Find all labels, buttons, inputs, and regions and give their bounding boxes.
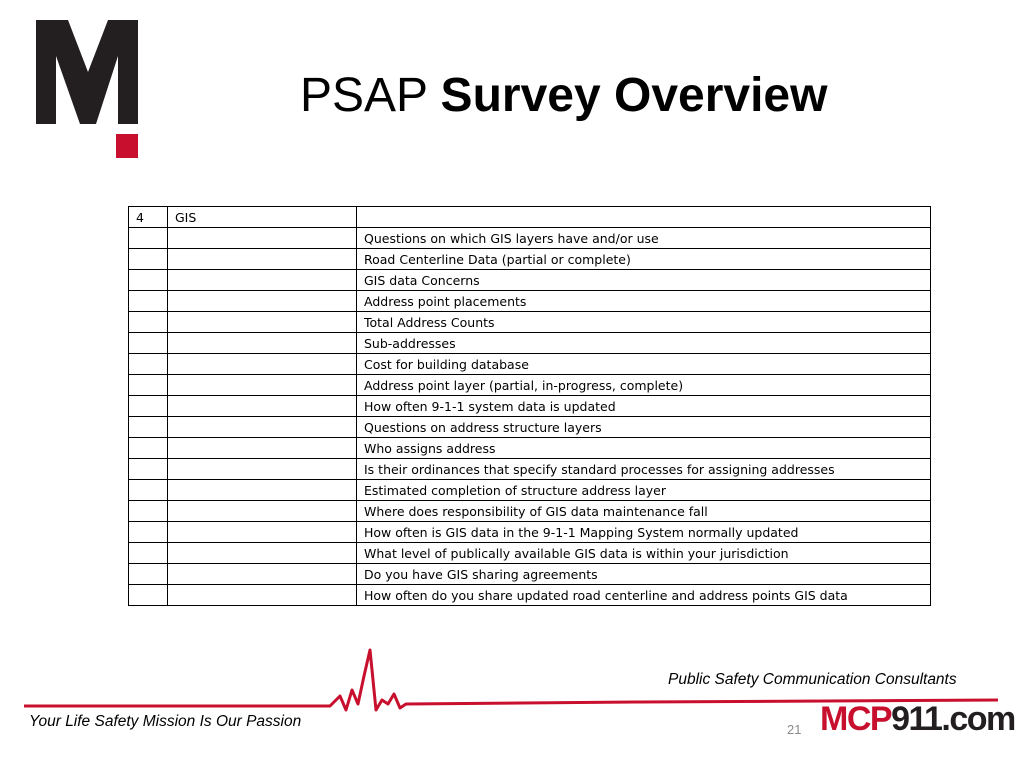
table-row xyxy=(129,312,931,333)
category-cell xyxy=(168,417,357,438)
topic-cell: Total Address Counts xyxy=(357,312,931,333)
table-row xyxy=(129,228,931,249)
table-row xyxy=(129,585,931,606)
tagline-consultants: Public Safety Communication Consultants xyxy=(668,671,957,688)
item-number-cell xyxy=(129,417,168,438)
brand-domain-text: 911.com xyxy=(891,700,1015,738)
topic-cell: Address point layer (partial, in-progress, complete) xyxy=(357,375,931,396)
table-row xyxy=(129,270,931,291)
m-logo-icon xyxy=(36,20,140,160)
item-number-cell xyxy=(129,354,168,375)
survey-table-body xyxy=(129,207,931,606)
topic-cell xyxy=(357,207,931,228)
category-cell xyxy=(168,501,357,522)
item-number-cell xyxy=(129,522,168,543)
category-cell xyxy=(168,522,357,543)
table-row xyxy=(129,207,931,228)
category-cell: GIS xyxy=(168,207,357,228)
topic-cell: Questions on which GIS layers have and/or use xyxy=(357,228,931,249)
page-number: 21 xyxy=(787,722,802,737)
table-row xyxy=(129,396,931,417)
table-row xyxy=(129,417,931,438)
item-number-cell xyxy=(129,480,168,501)
item-number-cell: 4 xyxy=(129,207,168,228)
item-number-cell xyxy=(129,564,168,585)
item-number-cell xyxy=(129,585,168,606)
table-row xyxy=(129,564,931,585)
category-cell xyxy=(168,438,357,459)
table-row xyxy=(129,543,931,564)
category-cell xyxy=(168,228,357,249)
table-row xyxy=(129,333,931,354)
table-row xyxy=(129,501,931,522)
category-cell xyxy=(168,312,357,333)
title-plain: PSAP xyxy=(300,69,428,122)
item-number-cell xyxy=(129,543,168,564)
category-cell xyxy=(168,564,357,585)
item-number-cell xyxy=(129,396,168,417)
topic-cell: Address point placements xyxy=(357,291,931,312)
category-cell xyxy=(168,459,357,480)
survey-table xyxy=(128,206,931,606)
topic-cell: Cost for building database xyxy=(357,354,931,375)
topic-cell: Sub-addresses xyxy=(357,333,931,354)
item-number-cell xyxy=(129,438,168,459)
topic-cell: How often do you share updated road centerline and address points GIS data xyxy=(357,585,931,606)
topic-cell: Where does responsibility of GIS data maintenance fall xyxy=(357,501,931,522)
item-number-cell xyxy=(129,312,168,333)
topic-cell: How often is GIS data in the 9-1-1 Mapping System normally updated xyxy=(357,522,931,543)
page-title xyxy=(300,68,827,123)
category-cell xyxy=(168,333,357,354)
item-number-cell xyxy=(129,249,168,270)
category-cell xyxy=(168,375,357,396)
category-cell xyxy=(168,396,357,417)
table-row xyxy=(129,354,931,375)
table-row xyxy=(129,249,931,270)
topic-cell: Do you have GIS sharing agreements xyxy=(357,564,931,585)
item-number-cell xyxy=(129,270,168,291)
item-number-cell xyxy=(129,501,168,522)
topic-cell: Road Centerline Data (partial or complete) xyxy=(357,249,931,270)
table-row xyxy=(129,480,931,501)
brand-logo xyxy=(820,702,1015,736)
category-cell xyxy=(168,543,357,564)
brand-mcp-text: MCP xyxy=(820,700,892,738)
topic-cell: Is their ordinances that specify standard processes for assigning addresses xyxy=(357,459,931,480)
item-number-cell xyxy=(129,375,168,396)
tagline-mission: Your Life Safety Mission Is Our Passion xyxy=(29,713,302,730)
item-number-cell xyxy=(129,333,168,354)
category-cell xyxy=(168,270,357,291)
category-cell xyxy=(168,480,357,501)
topic-cell: What level of publically available GIS data is within your jurisdiction xyxy=(357,543,931,564)
topic-cell: How often 9-1-1 system data is updated xyxy=(357,396,931,417)
category-cell xyxy=(168,354,357,375)
item-number-cell xyxy=(129,291,168,312)
title-bold: Survey Overview xyxy=(440,69,828,122)
table-row xyxy=(129,375,931,396)
table-row xyxy=(129,438,931,459)
category-cell xyxy=(168,249,357,270)
topic-cell: Estimated completion of structure address layer xyxy=(357,480,931,501)
topic-cell: GIS data Concerns xyxy=(357,270,931,291)
category-cell xyxy=(168,291,357,312)
item-number-cell xyxy=(129,228,168,249)
table-row xyxy=(129,291,931,312)
item-number-cell xyxy=(129,459,168,480)
table-row xyxy=(129,459,931,480)
topic-cell: Questions on address structure layers xyxy=(357,417,931,438)
topic-cell: Who assigns address xyxy=(357,438,931,459)
table-row xyxy=(129,522,931,543)
category-cell xyxy=(168,585,357,606)
